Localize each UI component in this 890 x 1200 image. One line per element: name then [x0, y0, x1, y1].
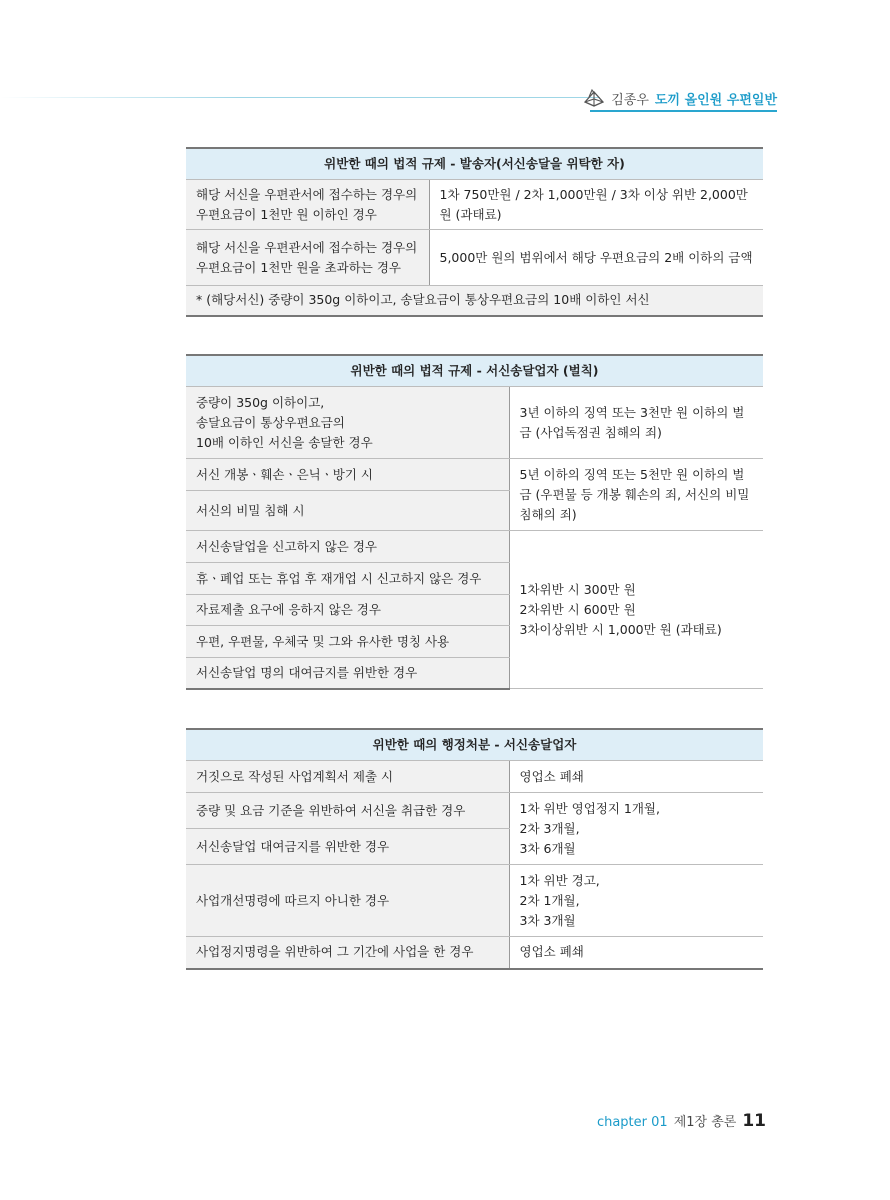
- table-cell-condition: 자료제출 요구에 응하지 않은 경우: [186, 595, 509, 626]
- table-cell-action: 영업소 폐쇄: [509, 761, 763, 793]
- table-cell-condition: 거짓으로 작성된 사업계획서 제출 시: [186, 761, 509, 793]
- courier-administrative-table: [186, 728, 763, 970]
- running-header: [583, 86, 777, 110]
- table-cell-action: [509, 865, 763, 937]
- table-cell-condition: 서신송달업 대여금지를 위반한 경우: [186, 829, 509, 865]
- penalty-line: 3차이상위반 시 1,000만 원 (과태료): [519, 621, 722, 637]
- page-number: 11: [742, 1111, 766, 1131]
- table-cell-condition: 서신의 비밀 침해 시: [186, 491, 509, 531]
- table-cell-condition: 휴ㆍ폐업 또는 휴업 후 재개업 시 신고하지 않은 경우: [186, 563, 509, 595]
- table-cell-action: 영업소 폐쇄: [509, 937, 763, 969]
- table-cell-condition: 우편, 우편물, 우체국 및 그와 유사한 명칭 사용: [186, 626, 509, 658]
- header-underline: [590, 110, 777, 112]
- table-cell-penalty: 5,000만 원의 범위에서 해당 우편요금의 2배 이하의 금액: [429, 230, 763, 286]
- condition-line: 중량이 350g 이하이고,: [196, 394, 325, 410]
- book-origami-icon: [583, 88, 605, 108]
- table-cell-condition: [186, 387, 509, 459]
- table-cell-condition: 사업정지명령을 위반하여 그 기간에 사업을 한 경우: [186, 937, 509, 969]
- table-cell-condition: 서신송달업 명의 대여금지를 위반한 경우: [186, 658, 509, 689]
- table-note: * (해당서신) 중량이 350g 이하이고, 송달요금이 통상우편요금의 10배 이하인 서신: [186, 286, 763, 316]
- table-title: 위반한 때의 법적 규제 - 서신송달업자 (벌칙): [186, 355, 763, 387]
- action-line: 3차 6개월: [519, 840, 576, 856]
- penalty-line: 1차위반 시 300만 원: [519, 581, 636, 597]
- table-cell-penalty: 1차 750만원 / 2차 1,000만원 / 3차 이상 위반 2,000만원 (과태료): [429, 180, 763, 230]
- table-cell-condition: 사업개선명령에 따르지 아니한 경우: [186, 865, 509, 937]
- table-title: 위반한 때의 법적 규제 - 발송자(서신송달을 위탁한 자): [186, 148, 763, 180]
- action-line: 2차 1개월,: [519, 892, 580, 908]
- chapter-label: chapter 01: [596, 1115, 668, 1130]
- table-title: 위반한 때의 행정처분 - 서신송달업자: [186, 729, 763, 761]
- action-line: 1차 위반 영업정지 1개월,: [519, 800, 660, 816]
- sender-penalty-table: [186, 147, 763, 317]
- table-cell-action: [509, 793, 763, 865]
- table-cell-condition: 서신 개봉ㆍ훼손ㆍ은닉ㆍ방기 시: [186, 459, 509, 491]
- table-cell-condition: 서신송달업을 신고하지 않은 경우: [186, 531, 509, 563]
- table-cell-condition: 중량 및 요금 기준을 위반하여 서신을 취급한 경우: [186, 793, 509, 829]
- author-name: 김종우: [611, 92, 649, 108]
- condition-line: 송달요금이 통상우편요금의: [196, 414, 345, 430]
- section-label: 제1장 총론: [673, 1115, 737, 1130]
- table-cell-penalty: [509, 531, 763, 689]
- book-title: 도끼 올인원 우편일반: [654, 92, 777, 108]
- table-cell-penalty: 3년 이하의 징역 또는 3천만 원 이하의 벌금 (사업독점권 침해의 죄): [509, 387, 763, 459]
- page-footer: [597, 1111, 766, 1131]
- penalty-line: 2차위반 시 600만 원: [519, 601, 636, 617]
- action-line: 3차 3개월: [519, 912, 576, 928]
- courier-penalty-table: [186, 354, 763, 690]
- condition-line: 10배 이하인 서신을 송달한 경우: [196, 434, 373, 450]
- action-line: 1차 위반 경고,: [519, 872, 600, 888]
- table-cell-condition: 해당 서신을 우편관서에 접수하는 경우의 우편요금이 1천만 원을 초과하는 경우: [186, 230, 429, 286]
- header-rule: [0, 97, 600, 98]
- action-line: 2차 3개월,: [519, 820, 580, 836]
- table-cell-condition: 해당 서신을 우편관서에 접수하는 경우의 우편요금이 1천만 원 이하인 경우: [186, 180, 429, 230]
- table-cell-penalty: 5년 이하의 징역 또는 5천만 원 이하의 벌금 (우편물 등 개봉 훼손의 죄, 서신의 비밀 침해의 죄): [509, 459, 763, 531]
